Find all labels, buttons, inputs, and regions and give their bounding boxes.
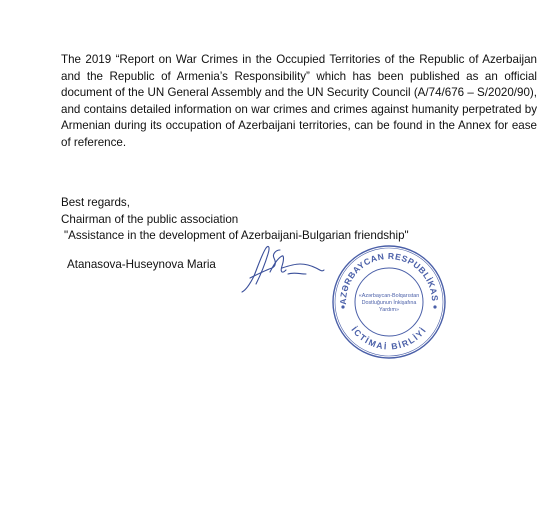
- seal-outer-top-text: AZƏRBAYCAN RESPUBLİKAS: [337, 250, 441, 305]
- seal-outer-bottom-text: İCTİMAİ BİRLİYİ: [349, 324, 429, 352]
- signer-title: Chairman of the public association: [61, 212, 239, 226]
- closing-block: [61, 195, 409, 245]
- seal-center-line-2: Dostluğunun İnkişafına: [361, 300, 417, 306]
- salutation: Best regards,: [61, 196, 130, 209]
- seal-center-line-3: Yardım»: [379, 307, 399, 313]
- signer-name: Atanasova-Huseynova Maria: [67, 258, 216, 271]
- seal-star-left: [341, 305, 344, 308]
- handwritten-signature: [236, 240, 328, 298]
- body-paragraph: The 2019 “Report on War Crimes in the Occupied Territories of the Republic of Azerbaijan and the Republic of Armenia’s Responsibility” which has been published as an official document of the UN General Assembly and the UN Security Council (A/74/676 – S/2020/90), and contains detailed information on war crimes and crimes against humanity perpetrated by Armenian during its occupation of Azerbaijani territories, can be found in the Annex for ease of reference.: [61, 53, 537, 149]
- seal-center-line-1: «Azərbaycan-Bolqarıstan: [358, 293, 420, 299]
- seal-star-right: [433, 305, 436, 308]
- official-seal: [330, 243, 448, 361]
- association-name: "Assistance in the development of Azerbaijani-Bulgarian friendship": [64, 229, 409, 243]
